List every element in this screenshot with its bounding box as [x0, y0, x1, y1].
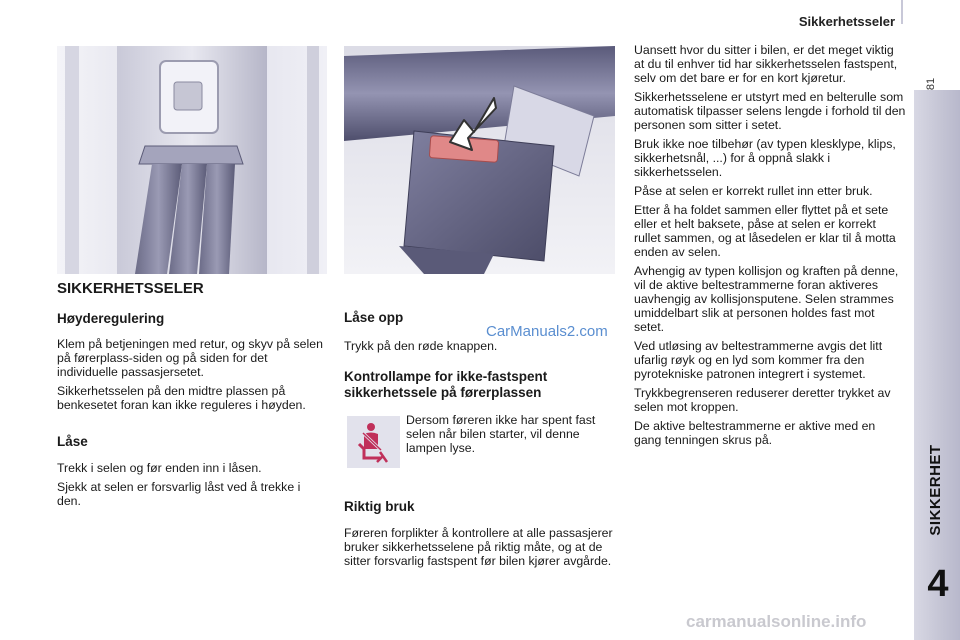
chapter-number: 4 [927, 563, 949, 605]
right-paragraph: Etter å ha foldet sammen eller flyttet på et sete eller et helt baksete, påse at selen er korrekt rullet sammen, og at låsedelen er klar til å motta enden av selen. [634, 203, 896, 259]
correct-use-heading: Riktig bruk [344, 499, 415, 514]
watermark-logo: CarManuals2.com [486, 323, 608, 340]
right-paragraph: Ved utløsing av beltestrammerne avgis det litt ufarlig røyk og en lyd som kommer fra den pyrotekniske patronen integrert i systemet. [634, 339, 883, 381]
section-title: SIKKERHETSSELER [57, 280, 204, 297]
correct-use-text: Føreren forplikter å kontrollere at alle passasjerer bruker sikkerhetsselene på riktig måte, og at de sitter forsvarlig fastspent før bilen kjører avgårde. [344, 526, 613, 568]
right-paragraph: Uansett hvor du sitter i bilen, er det meget viktig at du til enhver tid har sikkerhetsselen fastspent, selv om det bare er for en kort kjøretur. [634, 43, 898, 85]
height-adjust-heading: Høyderegulering [57, 311, 165, 326]
buckle-illustration [344, 46, 615, 274]
chapter-label: SIKKERHET [927, 444, 944, 536]
footer-watermark: carmanualsonline.info [686, 612, 867, 631]
page-header-title: Sikkerhetsseler [798, 14, 895, 29]
height-adjust-text-2: Sikkerhetsselen på den midtre plassen på benkesetet foran kan ikke reguleres i høyden. [57, 384, 306, 412]
warning-lamp-text: Dersom føreren ikke har spent fast selen når bilen starter, vil denne lampen lyse. [406, 413, 596, 455]
warning-lamp-text-block [406, 413, 616, 460]
correct-use-block [344, 500, 614, 573]
right-paragraph: Bruk ikke noe tilbehør (av typen klesklype, klips, sikkerhetsnål, ...) for å oppnå slakk i sikkerhetsselen. [634, 137, 896, 179]
unlock-text: Trykk på den røde knappen. [344, 339, 498, 353]
seatbelt-warning-icon [347, 416, 400, 468]
right-paragraph: Sikkerhetsselene er utstyrt med en belterulle som automatisk tilpasser selens lengde i forhold til den personen som sitter i setet. [634, 90, 906, 132]
lock-text-2: Sjekk at selen er forsvarlig låst ved å trekke i den. [57, 480, 301, 508]
right-column [634, 43, 906, 452]
left-column [57, 282, 327, 513]
header-divider [901, 0, 903, 24]
lock-text-1: Trekk i selen og før enden inn i låsen. [57, 461, 262, 475]
right-paragraph: Avhengig av typen kollisjon og kraften på denne, vil de aktive beltestrammerne foran aktiveres uavhengig av kollisjonsputene. Selen strammes umiddelbart slik at personen holdes fast mot setet. [634, 264, 899, 334]
unlock-heading: Låse opp [344, 310, 404, 325]
page-number: 81 [925, 77, 938, 91]
height-adjust-text-1: Klem på betjeningen med retur, og skyv på selen på førerplass-siden og på siden for det individuelle passasjersetet. [57, 337, 323, 379]
right-paragraph: De aktive beltestrammerne er aktive med en gang tenningen skrus på. [634, 419, 876, 447]
right-paragraph: Påse at selen er korrekt rullet inn etter bruk. [634, 184, 873, 198]
height-adjuster-illustration [57, 46, 327, 274]
chapter-side-band [914, 90, 960, 640]
lock-heading: Låse [57, 434, 88, 449]
seatbelt-warning-lamp [347, 416, 400, 468]
warning-lamp-heading: Kontrollampe for ikke-fastspent sikkerhetssele på førerplassen [344, 369, 548, 400]
right-paragraph: Trykkbegrenseren reduserer deretter trykket av selen mot kroppen. [634, 386, 891, 414]
